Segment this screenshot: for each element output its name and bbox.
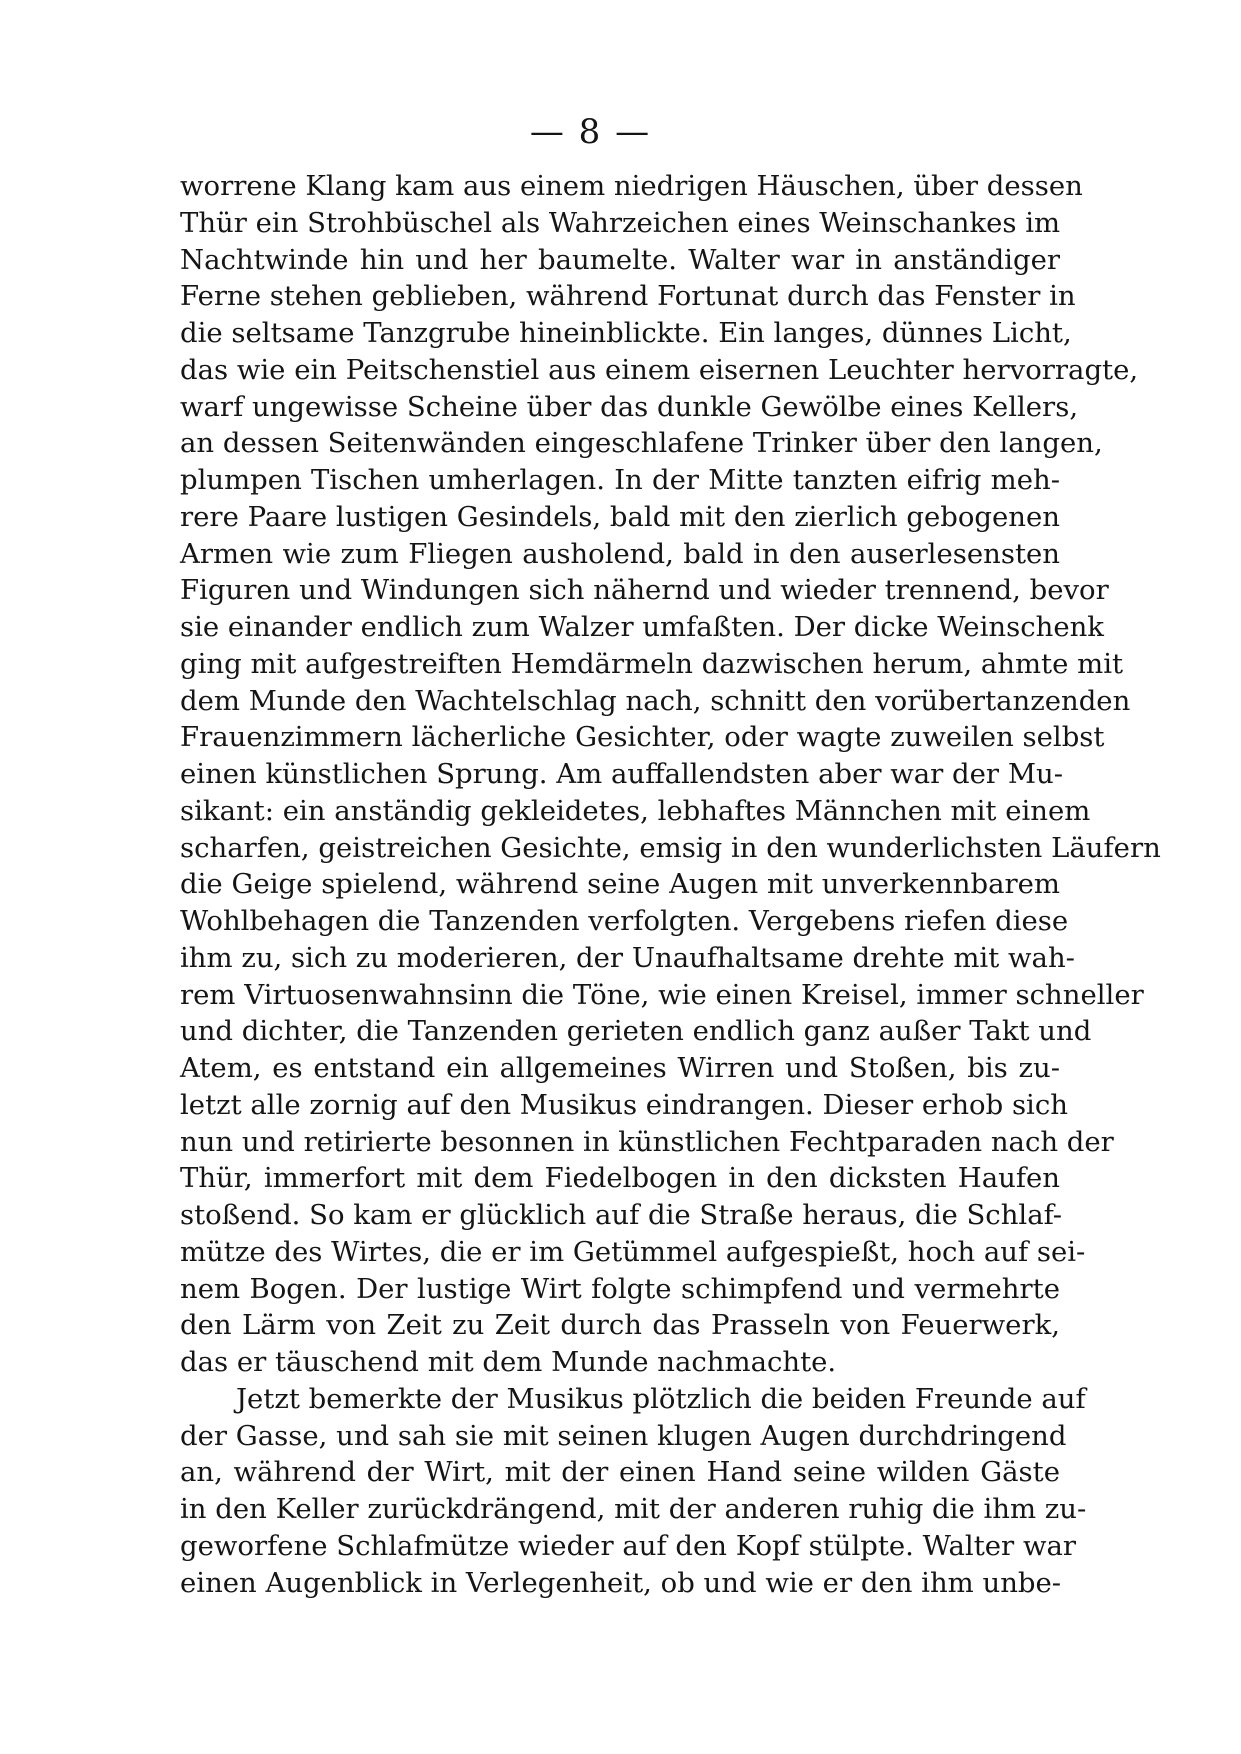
text-line: das er täuschend mit dem Munde nachmachte. xyxy=(180,1346,837,1378)
text-line: die Geige spielend, während seine Augen mit unverkennbarem xyxy=(180,868,1060,901)
paragraph-2 xyxy=(180,1381,1087,1602)
text-line: nun und retirierte besonnen in künstlichen Fechtparaden nach der xyxy=(180,1125,1114,1158)
text-line: plumpen Tischen umherlagen. In der Mitte tanzten eifrig meh- xyxy=(180,464,1060,496)
text-line: an dessen Seitenwänden eingeschlafene Trinker über den langen, xyxy=(180,427,1103,460)
text-line: Ferne stehen geblieben, während Fortunat durch das Fenster in xyxy=(180,280,1076,313)
text-line: Frauenzimmern lächerliche Gesichter, oder wagte zuweilen selbst xyxy=(180,721,1105,754)
text-line: einen Augenblick in Verlegenheit, ob und wie er den ihm unbe- xyxy=(180,1566,1062,1599)
text-line: stoßend. So kam er glücklich auf die Straße heraus, die Schlaf- xyxy=(180,1199,1063,1231)
text-line: sikant: ein anständig gekleidetes, lebhaftes Männchen mit einem xyxy=(180,794,1091,827)
text-line: rem Virtuosenwahnsinn die Töne, wie einen Kreisel, immer schneller xyxy=(180,978,1144,1011)
text-line: Wohlbehagen die Tanzenden verfolgten. Vergebens riefen diese xyxy=(180,905,1069,937)
text-line: einen künstlichen Sprung. Am auffallendsten aber war der Mu- xyxy=(180,758,1063,790)
text-line: der Gasse, und sah sie mit seinen klugen Augen durchdringend xyxy=(180,1419,1067,1452)
text-line: und dichter, die Tanzenden gerieten endlich ganz außer Takt und xyxy=(180,1015,1092,1048)
text-line: sie einander endlich zum Walzer umfaßten. Der dicke Weinschenk xyxy=(180,611,1104,643)
text-line: scharfen, geistreichen Gesichte, emsig in den wunderlichsten Läufern xyxy=(180,831,1161,864)
body-text xyxy=(180,168,1161,1601)
text-line: mütze des Wirtes, die er im Getümmel aufgespießt, hoch auf sei- xyxy=(180,1235,1086,1268)
text-line: das wie ein Peitschenstiel aus einem eisernen Leuchter hervorragte, xyxy=(180,353,1139,386)
text-line: ihm zu, sich zu moderieren, der Unaufhaltsame drehte mit wah- xyxy=(180,941,1075,974)
text-line: ging mit aufgestreiften Hemdärmeln dazwischen herum, ahmte mit xyxy=(180,647,1124,680)
text-line: warf ungewisse Scheine über das dunkle Gewölbe eines Kellers, xyxy=(180,390,1079,423)
text-line: worrene Klang kam aus einem niedrigen Häuschen, über dessen xyxy=(180,170,1083,202)
text-line: Figuren und Windungen sich nähernd und wieder trennend, bevor xyxy=(180,574,1109,607)
text-line: Atem, es entstand ein allgemeines Wirren und Stoßen, bis zu- xyxy=(180,1052,1060,1084)
text-line: an, während der Wirt, mit der einen Hand seine wilden Gäste xyxy=(180,1456,1060,1489)
text-line: nem Bogen. Der lustige Wirt folgte schimpfend und vermehrte xyxy=(180,1272,1060,1305)
text-line: in den Keller zurückdrängend, mit der anderen ruhig die ihm zu- xyxy=(180,1493,1087,1525)
text-line: geworfene Schlafmütze wieder auf den Kopf stülpte. Walter war xyxy=(180,1529,1077,1562)
text-line: rere Paare lustigen Gesindels, bald mit den zierlich gebogenen xyxy=(180,500,1060,533)
text-line: Thür, immerfort mit dem Fiedelbogen in den dicksten Haufen xyxy=(180,1162,1060,1195)
text-line: die seltsame Tanzgrube hineinblickte. Ein langes, dünnes Licht, xyxy=(180,317,1072,349)
text-line: Jetzt bemerkte der Musikus plötzlich die beiden Freunde auf xyxy=(236,1382,1086,1415)
text-line: Nachtwinde hin und her baumelte. Walter war in anständiger xyxy=(180,243,1060,276)
text-line: letzt alle zornig auf den Musikus eindrangen. Dieser erhob sich xyxy=(180,1088,1068,1121)
text-line: dem Munde den Wachtelschlag nach, schnitt den vorübertanzenden xyxy=(180,684,1131,717)
paragraph-1 xyxy=(180,168,1161,1381)
text-line: Thür ein Strohbüschel als Wahrzeichen eines Weinschankes im xyxy=(180,206,1061,239)
text-line: Armen wie zum Fliegen ausholend, bald in den auserlesensten xyxy=(180,537,1060,570)
page-number: — 8 — xyxy=(529,112,652,152)
text-line: den Lärm von Zeit zu Zeit durch das Prasseln von Feuerwerk, xyxy=(180,1309,1060,1342)
